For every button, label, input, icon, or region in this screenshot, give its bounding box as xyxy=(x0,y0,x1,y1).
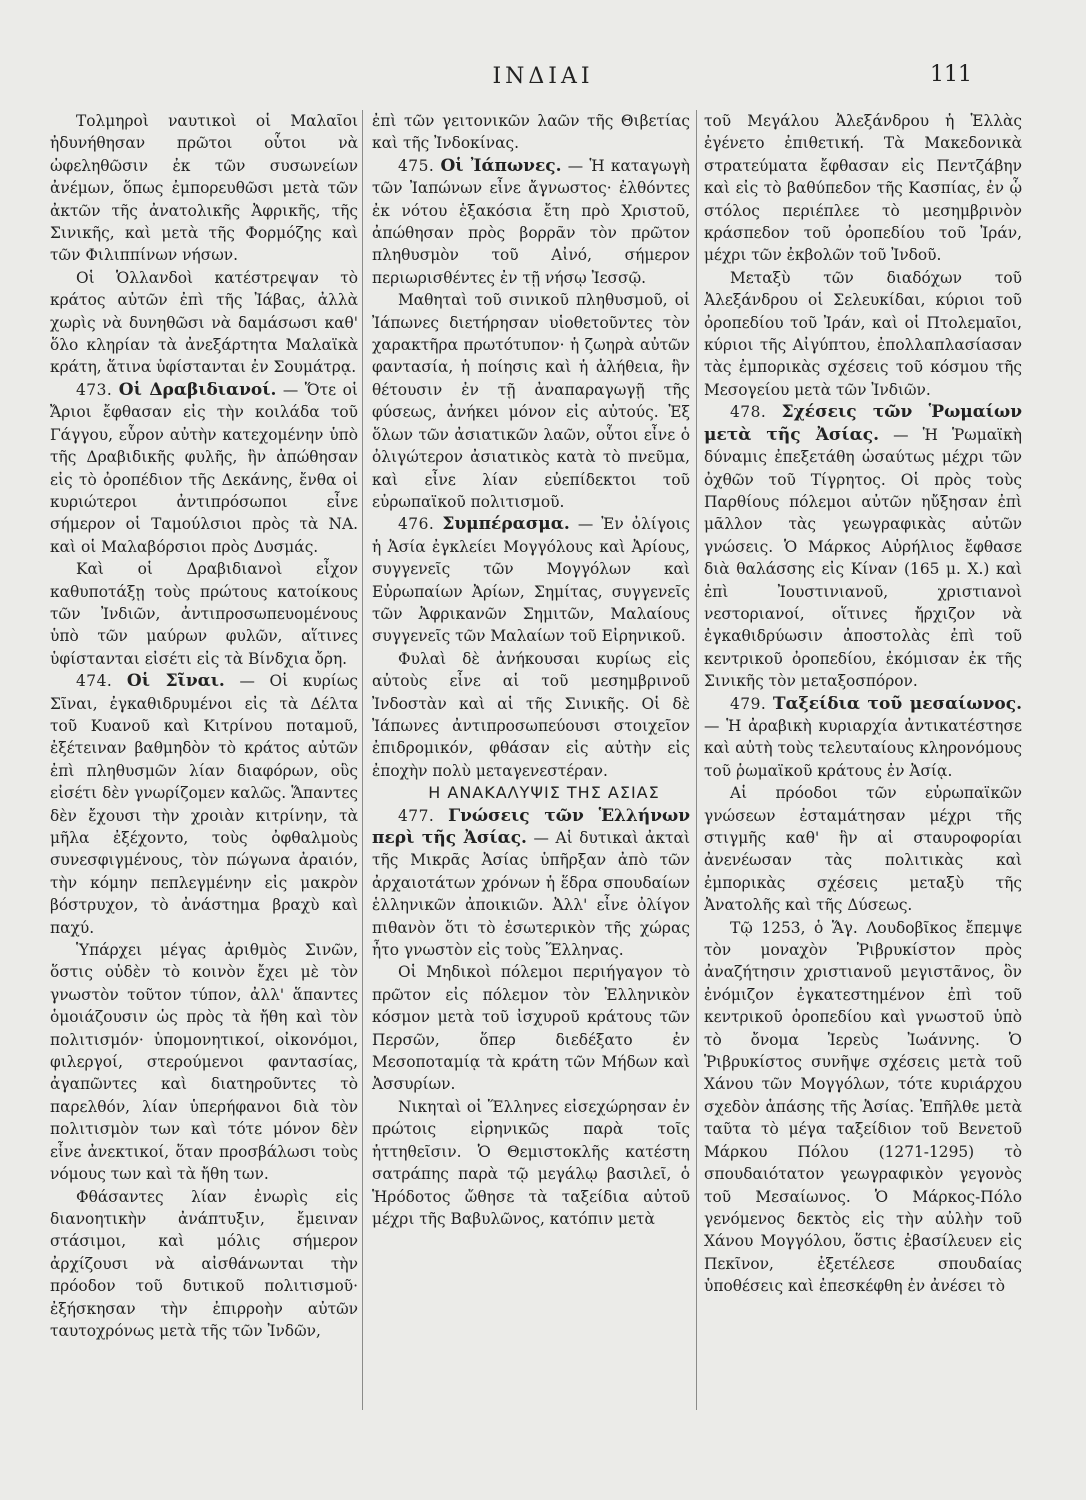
paragraph-heading: Ταξείδια τοῦ μεσαίωνος. xyxy=(772,693,1022,714)
paragraph-text: Φυλαὶ δὲ ἀνήκουσαι κυρίως εἰς αὐτοὺς εἶνε αἱ τοῦ μεσημβρινοῦ Ἰνδοστὰν καὶ αἱ τῆς Σινικῆς. Οἱ δὲ Ἰάπωνες ἀντιπροσωπεύουσι στοιχεῖον ἐπιδρομικόν, φθάσαν εἰς αὐτὴν εἰς ἐποχὴν πολὺ μεταγενεστέραν. xyxy=(372,649,690,780)
paragraph-heading: Οἱ Δραβιδιανοί. xyxy=(118,379,277,400)
paragraph-number: 479. xyxy=(730,694,767,713)
numbered-paragraph xyxy=(704,693,1022,783)
paragraph xyxy=(50,939,358,1185)
numbered-paragraph xyxy=(50,670,358,939)
paragraph-text: Αἱ πρόοδοι τῶν εὐρωπαϊκῶν γνώσεων ἐσταμάτησαν μέχρι τῆς στιγμῆς καθ' ἣν αἱ σταυροφορίαι ἀνενέωσαν τὰς πολιτικὰς καὶ ἐμπορικὰς σχέσεις μεταξὺ τῆς Ἀνατολῆς καὶ τῆς Δύσεως. xyxy=(704,784,1022,915)
paragraph xyxy=(372,961,690,1095)
paragraph-number: 478. xyxy=(730,403,767,422)
column-divider xyxy=(696,110,697,1410)
column-2 xyxy=(372,110,690,1230)
paragraph-text: Τολμηροὶ ναυτικοὶ οἱ Μαλαῖοι ἠδυνήθησαν πρῶτοι οὗτοι νὰ ὠφεληθῶσιν ἐκ τῶν συσωνείων ἀνέμων, ὅπως ἐμπορευθῶσι μετὰ τῶν ἀκτῶν τῆς ἀνατολικῆς Ἀφρικῆς, τῆς Σινικῆς, καὶ μετὰ τῆς Φορμόζης καὶ τῶν Φιλιππίνων νήσων. xyxy=(50,112,358,265)
column-divider xyxy=(362,110,363,1410)
paragraph-text: Μαθηταὶ τοῦ σινικοῦ πληθυσμοῦ, οἱ Ἰάπωνες διετήρησαν υἱοθετοῦντες τὸν χαρακτῆρα πρωτότυπον· ἡ ζωηρὰ αὐτῶν φαντασία, ἡ ποίησις καὶ ἡ ἀλήθεια, ἣν θέτουσιν ἐν τῇ ἀναπαραγωγῇ τῆς φύσεως, ἀνήκει μόνον εἰς αὐτούς. Ἐξ ὅλων τῶν ἀσιατικῶν λαῶν, οὗτοι εἶνε ὁ ὀλιγώτερον ἀσιατικὸς κατὰ τὸ πνεῦμα, καὶ εἶνε λίαν εὐεπίδεκτοι τοῦ εὐρωπαϊκοῦ πολιτισμοῦ. xyxy=(372,291,690,511)
paragraph-text: — Ἡ Ῥωμαϊκὴ δύναμις ἐπεξετάθη ὡσαύτως μέχρι τῶν ὀχθῶν τοῦ Τίγρητος. Οἱ πρὸς τοὺς Παρθίους πόλεμοι αὐτῶν ηὔξησαν ἐπὶ μᾶλλον τὰς γεωγραφικὰς αὐτῶν γνώσεις. Ὁ Μάρκος Αὐρήλιος ἔφθασε διὰ θαλάσσης εἰς Κίναν (165 μ. Χ.) καὶ ἐπὶ Ἰουστινιανοῦ, χριστιανοὶ νεστοριανοί, οἵτινες ἤρχιζον νὰ ἐγκαθιδρύωσιν ἀποστολὰς ἐπὶ τοῦ κεντρικοῦ ὀροπεδίου, ἐκόμισαν ἐκ τῆς Σινικῆς τὸν μεταξοσπόρον. xyxy=(704,425,1022,691)
paragraph-text: Καὶ οἱ Δραβιδιανοὶ εἶχον καθυποτάξῃ τοὺς πρώτους κατοίκους τῶν Ἰνδιῶν, ἀντιπροσωπευομένους ὑπὸ τῶν μαύρων φυλῶν, αἵτινες ὑφίστανται εἰσέτι εἰς τὰ Βίνδχια ὄρη. xyxy=(50,560,358,668)
paragraph xyxy=(372,1096,690,1230)
paragraph-text: Νικηταὶ οἱ Ἕλληνες εἰσεχώρησαν ἐν πρώτοις εἰρηνικῶς παρὰ τοῖς ἡττηθεῖσιν. Ὁ Θεμιστοκλῆς κατέστη σατράπης παρὰ τῷ μεγάλῳ βασιλεῖ, ὁ Ἡρόδοτος ὤθησε τὰ ταξείδια αὐτοῦ μέχρι τῆς Βαβυλῶνος, κατόπιν μετὰ xyxy=(372,1097,690,1228)
paragraph-number: 473. xyxy=(76,380,113,399)
paragraph-text: — Οἱ κυρίως Σῖναι, ἐγκαθιδρυμένοι εἰς τὰ Δέλτα τοῦ Κυανοῦ καὶ Κιτρίνου ποταμοῦ, ἐξέτειναν βαθμηδὸν τὸ κράτος αὐτῶν ἐπὶ πληθυσμῶν λίαν διαφόρων, οὓς εἰσέτι δὲν γνωρίζομεν καλῶς. Ἅπαντες δὲν ἔχουσι τὴν χροιὰν κιτρίνην, τὰ μῆλα ἐξέχοντο, τοὺς ὀφθαλμοὺς συνεσφιγμένους, τὸν πώγωνα ἀραιόν, τὴν κόμην πεπλεγμένην εἰς μακρὸν βόστρυχον, τὸ ἀνάστημα βραχὺ καὶ παχύ. xyxy=(50,672,358,937)
paragraph-heading: Οἱ Ἰάπωνες. xyxy=(440,155,562,176)
paragraph xyxy=(704,917,1022,1298)
numbered-paragraph xyxy=(50,379,358,558)
paragraph xyxy=(372,289,690,513)
paragraph-number: 475. xyxy=(398,156,435,175)
paragraph-text: — Ἐν ὀλίγοις ἡ Ἀσία ἐγκλείει Μογγόλους καὶ Ἀρίους, συγγενεῖς τῶν Μογγόλων καὶ Εὐρωπαίων Ἀρίων, Σημίτας, συγγενεῖς τῶν Ἀφρικανῶν Σημιτῶν, Μαλαίους συγγενεῖς τῶν Μαλαίων τοῦ Εἰρηνικοῦ. xyxy=(372,515,690,646)
paragraph-text: ἐπὶ τῶν γειτονικῶν λαῶν τῆς Θιβετίας καὶ τῆς Ἰνδοκίνας. xyxy=(372,112,690,153)
text-columns xyxy=(50,110,1040,1410)
section-title: Η ΑΝΑΚΑΛΥΨΙΣ ΤΗΣ ΑΣΙΑΣ xyxy=(428,783,660,803)
running-title: ΙΝΔΙΑΙ xyxy=(492,64,594,89)
numbered-paragraph xyxy=(704,401,1022,692)
paragraph xyxy=(50,267,358,379)
paragraph xyxy=(50,558,358,670)
paragraph-text: Φθάσαντες λίαν ἐνωρὶς εἰς διανοητικὴν ἀνάπτυξιν, ἔμειναν στάσιμοι, καὶ μόλις σήμερον ἀρχίζουσι νὰ αἰσθάνωνται τὴν πρόοδον τοῦ δυτικοῦ πολιτισμοῦ· ἐξήσκησαν τὴν ἐπιρροὴν αὐτῶν ταυτοχρόνως μετὰ τῆς τῶν Ἰνδῶν, xyxy=(50,1187,358,1340)
paragraph-heading: Οἱ Σῖναι. xyxy=(126,671,225,692)
page-header xyxy=(0,58,1086,98)
paragraph-text: Ὑπάρχει μέγας ἀριθμὸς Σινῶν, ὅστις οὐδὲν τὸ κοινὸν ἔχει μὲ τὸν γνωστὸν τοῦτον τύπον, ἀλλ' ἅπαντες ὁμοιάζουσιν ὡς πρὸς τὰ ἤθη καὶ τὸν πολιτισμόν· ὑπομονητικοί, οἰκονόμοι, φιλεργοί, στερούμενοι φαντασίας, ἀγαπῶντες καὶ διατηροῦντες τὸ παρελθόν, λίαν ὑπερήφανοι διὰ τὸν πολιτισμὸν των καὶ τότε μόνον δὲν εἶνε ἀνεκτικοί, ὅταν προσβάλωσι τοὺς νόμους των καὶ τὰ ἤθη των. xyxy=(50,941,358,1184)
paragraph-number: 477. xyxy=(398,806,435,825)
numbered-paragraph xyxy=(372,805,690,962)
column-1 xyxy=(50,110,358,1342)
paragraph-text: τοῦ Μεγάλου Ἀλεξάνδρου ἡ Ἑλλὰς ἐγένετο ἐπιθετική. Τὰ Μακεδονικὰ στρατεύματα ἔφθασαν εἰς Πεντζάβην καὶ εἰς τὸ βαθύπεδον τῆς Κασπίας, ἐν ᾧ στόλος περιέπλεε τὸ μεσημβρινὸν κράσπεδον τοῦ ὀροπεδίου τοῦ Ἰράν, μέχρι τῶν ἐκβολῶν τοῦ Ἰνδοῦ. xyxy=(704,112,1022,265)
paragraph-text: — Ἡ καταγωγὴ τῶν Ἰαπώνων εἶνε ἄγνωστος· ἐλθόντες ἐκ νότου ἑξακόσια ἔτη πρὸ Χριστοῦ, ἀπώθησαν πρὸς βορρᾶν τὸν πρῶτον πληθυσμὸν τοῦ Αἰνό, σήμερον περιωρισθέντες ἐν τῇ νήσῳ Ἰεσσῷ. xyxy=(372,156,690,287)
page-number: 111 xyxy=(930,62,972,87)
column-3 xyxy=(704,110,1022,1298)
paragraph-text: Τῷ 1253, ὁ Ἅγ. Λουδοβῖκος ἔπεμψε τὸν μοναχὸν Ῥιβρυκίστον πρὸς ἀναζήτησιν χριστιανοῦ μεγιστᾶνος, ὃν ἐνόμιζον ἐγκατεστημένον ἐπὶ τοῦ κεντρικοῦ ὀροπεδίου καὶ γνωστοῦ ὑπὸ τὸ ὄνομα Ἱερεὺς Ἰωάννης. Ὁ Ῥιβρυκίστος συνῆψε σχέσεις μετὰ τοῦ Χάνου τῶν Μογγόλων, τότε κυριάρχου σχεδὸν ἁπάσης τῆς Ἀσίας. Ἐπῆλθε μετὰ ταῦτα τὸ μέγα ταξείδιον τοῦ Βενετοῦ Μάρκου Πόλου (1271-1295) τὸ σπουδαιότατον γεωγραφικὸν γεγονὸς τοῦ Μεσαίωνος. Ὁ Μάρκος-Πόλο γενόμενος δεκτὸς εἰς τὴν αὐλὴν τοῦ Χάνου Μογγόλου, ὅστις ἐβασίλευεν εἰς Πεκῖνον, ἐξετέλεσε σπουδαίας ὑποθέσεις καὶ ἐπεσκέφθη ἐν ἀνέσει τὸ xyxy=(704,918,1022,1296)
paragraph-number: 474. xyxy=(76,672,113,691)
paragraph-text: Οἱ Ὁλλανδοὶ κατέστρεψαν τὸ κράτος αὐτῶν ἐπὶ τῆς Ἰάβας, ἀλλὰ χωρὶς νὰ δυνηθῶσι νὰ δαμάσωσι καθ' ὅλο κληρίαν τὰ ἀνεξάρτητα Μαλαϊκὰ κράτη, ἅτινα ὑφίστανται ἐν Σουμάτρᾳ. xyxy=(50,268,358,377)
paragraph xyxy=(50,110,358,267)
paragraph xyxy=(372,648,690,782)
numbered-paragraph xyxy=(372,513,690,647)
paragraph-heading: Γνώσεις τῶν Ἑλλήνων περὶ τῆς Ἀσίας. xyxy=(372,805,690,848)
paragraph-text: Οἱ Μηδικοὶ πόλεμοι περιήγαγον τὸ πρῶτον εἰς πόλεμον τὸν Ἑλληνικὸν κόσμον μετὰ τοῦ ἰσχυροῦ κράτους τῶν Περσῶν, ὅπερ διεδέξατο ἐν Μεσοποταμίᾳ τὰ κράτη τῶν Μήδων καὶ Ἀσσυρίων. xyxy=(372,963,690,1094)
paragraph-heading: Συμπέρασμα. xyxy=(442,514,570,535)
paragraph xyxy=(372,110,690,155)
paragraph-text: — Αἱ δυτικαὶ ἀκταὶ τῆς Μικρᾶς Ἀσίας ὑπῆρξαν ἀπὸ τῶν ἀρχαιοτάτων χρόνων ἡ ἕδρα σπουδαίων ἑλληνικῶν ἀποικιῶν. Ἀλλ' εἶνε ὀλίγον πιθανὸν ὅτι τὸ ἐσωτερικὸν τῆς χώρας ἦτο γνωστὸν εἰς τοὺς Ἕλληνας. xyxy=(372,829,690,960)
paragraph-heading: Σχέσεις τῶν Ῥωμαίων μετὰ τῆς Ἀσίας. xyxy=(704,402,1022,445)
paragraph xyxy=(704,267,1022,401)
paragraph-text: — Ἡ ἀραβικὴ κυριαρχία ἀντικατέστησε καὶ αὐτὴ τοὺς τελευταίους κληρονόμους τοῦ ῥωμαϊκοῦ κράτους ἐν Ἀσίᾳ. xyxy=(704,716,1022,780)
paragraph xyxy=(704,782,1022,916)
paragraph-text: — Ὅτε οἱ Ἄριοι ἔφθασαν εἰς τὴν κοιλάδα τοῦ Γάγγου, εὗρον αὐτὴν κατεχομένην ὑπὸ τῆς Δραβιδικῆς φυλῆς, ἣν ἀπώθησαν εἰς τὸ ὀροπέδιον τῆς Δεκάνης, ἔνθα οἱ κυριώτεροι ἀντιπρόσωποι εἶνε σήμερον οἱ Ταμούλσιοι πρὸς τὰ ΝΑ. καὶ οἱ Μαλαβόρσιοι πρὸς Δυσμάς. xyxy=(50,380,358,556)
paragraph-text: Μεταξὺ τῶν διαδόχων τοῦ Ἀλεξάνδρου οἱ Σελευκίδαι, κύριοι τοῦ ὀροπεδίου τοῦ Ἰράν, καὶ οἱ Πτολεμαῖοι, κύριοι τῆς Αἰγύπτου, ἐπολλαπλασίασαν τὰς ἐμπορικὰς σχέσεις τοῦ κόσμου τῆς Μεσογείου μετὰ τῶν Ἰνδιῶν. xyxy=(704,268,1022,399)
paragraph xyxy=(704,110,1022,267)
numbered-paragraph xyxy=(372,155,690,289)
paragraph-number: 476. xyxy=(398,515,435,534)
paragraph xyxy=(50,1186,358,1343)
